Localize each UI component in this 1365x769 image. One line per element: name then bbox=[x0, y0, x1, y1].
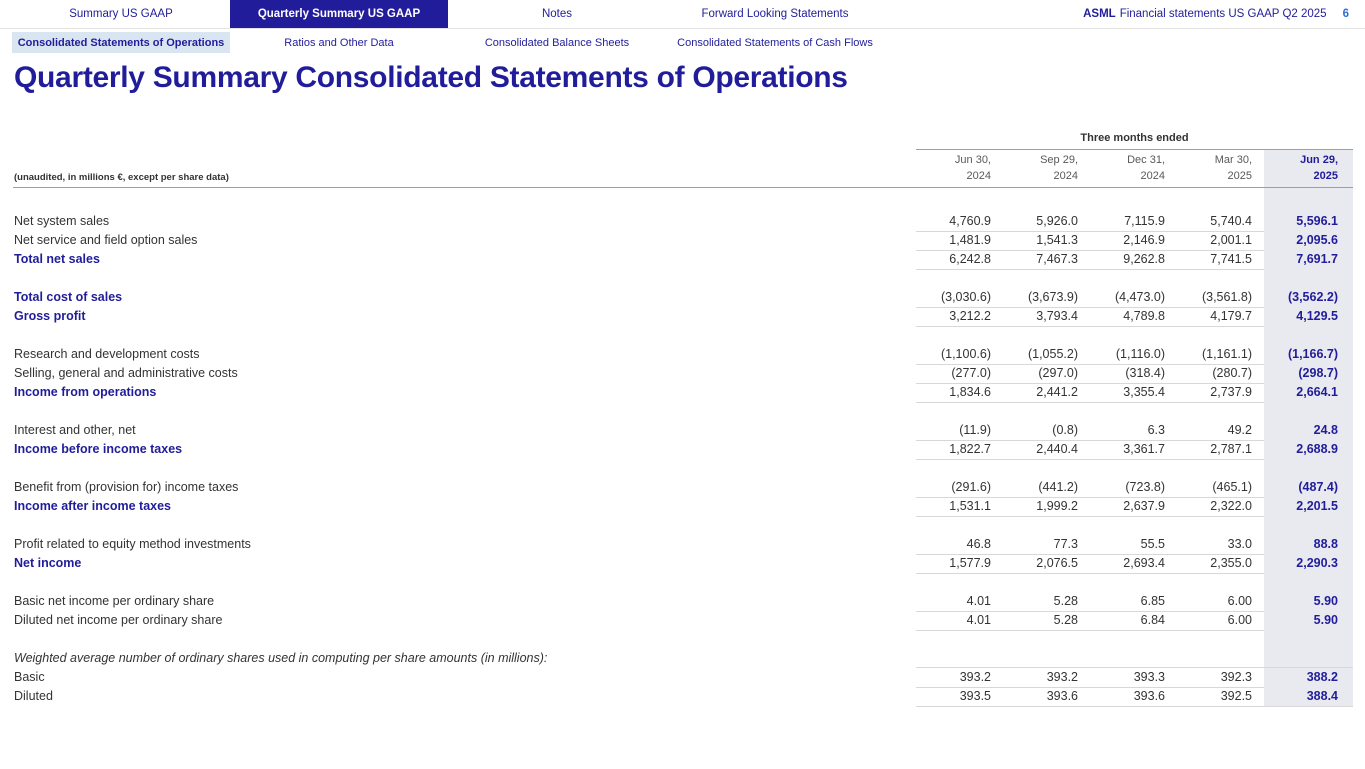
column-header: Dec 31, 2024 bbox=[1090, 150, 1177, 188]
cell: 2,290.3 bbox=[1264, 554, 1353, 574]
cell: 4,179.7 bbox=[1177, 307, 1264, 327]
cell: 393.6 bbox=[1090, 687, 1177, 707]
cell: 5.90 bbox=[1264, 592, 1353, 612]
cell: 393.6 bbox=[1003, 687, 1090, 707]
table-spacer-row bbox=[13, 326, 1353, 345]
cell: 1,481.9 bbox=[916, 231, 1003, 251]
sub-tab-ratios-and-other-data[interactable]: Ratios and Other Data bbox=[284, 36, 394, 49]
table-row bbox=[13, 497, 1353, 516]
row-label: Total net sales bbox=[14, 252, 100, 266]
row-label: Income from operations bbox=[14, 385, 157, 399]
unaudited-note: (unaudited, in millions €, except per share data) bbox=[13, 150, 916, 188]
cell: (4,473.0) bbox=[1090, 288, 1177, 308]
sub-tab-consolidated-statements-of-operations[interactable]: Consolidated Statements of Operations bbox=[12, 32, 230, 53]
row-label: Weighted average number of ordinary shares used in computing per share amounts (in millions): bbox=[14, 651, 548, 665]
document-reference bbox=[1083, 0, 1365, 28]
cell: 9,262.8 bbox=[1090, 250, 1177, 270]
cell: 6.3 bbox=[1090, 421, 1177, 441]
top-nav bbox=[0, 0, 1365, 29]
cell: (487.4) bbox=[1264, 478, 1353, 498]
cell: (291.6) bbox=[916, 478, 1003, 498]
table-spacer-row bbox=[13, 459, 1353, 478]
three-months-ended-label: Three months ended bbox=[916, 131, 1353, 150]
cell: 6,242.8 bbox=[916, 250, 1003, 270]
table-spacer-row bbox=[13, 573, 1353, 592]
row-label: Basic bbox=[14, 670, 45, 684]
table-row bbox=[13, 250, 1353, 269]
cell: 2,688.9 bbox=[1264, 440, 1353, 460]
cell: 2,787.1 bbox=[1177, 440, 1264, 460]
cell: 388.2 bbox=[1264, 668, 1353, 688]
cell: 2,693.4 bbox=[1090, 554, 1177, 574]
table-row bbox=[13, 364, 1353, 383]
cell: 3,355.4 bbox=[1090, 383, 1177, 403]
row-label: Basic net income per ordinary share bbox=[14, 594, 215, 608]
cell: 2,322.0 bbox=[1177, 497, 1264, 517]
brand-name: ASML bbox=[1083, 8, 1116, 20]
column-header: Jun 30, 2024 bbox=[916, 150, 1003, 188]
cell: 1,577.9 bbox=[916, 554, 1003, 574]
row-label: Diluted bbox=[14, 689, 53, 703]
cell: (1,116.0) bbox=[1090, 345, 1177, 365]
cell: 33.0 bbox=[1177, 535, 1264, 555]
page-title: Quarterly Summary Consolidated Statements of Operations bbox=[14, 61, 848, 94]
cell: 2,201.5 bbox=[1264, 497, 1353, 517]
table-row bbox=[13, 649, 1353, 668]
cell: (1,100.6) bbox=[916, 345, 1003, 365]
cell: 392.5 bbox=[1177, 687, 1264, 707]
row-label: Research and development costs bbox=[14, 347, 200, 361]
cell: (3,030.6) bbox=[916, 288, 1003, 308]
cell: 3,212.2 bbox=[916, 307, 1003, 327]
cell: (297.0) bbox=[1003, 364, 1090, 384]
cell: 4,129.5 bbox=[1264, 307, 1353, 327]
cell bbox=[1177, 649, 1264, 668]
cell: 392.3 bbox=[1177, 668, 1264, 688]
sub-tab-consolidated-statements-of-cash-flows[interactable]: Consolidated Statements of Cash Flows bbox=[677, 36, 873, 49]
cell: 1,541.3 bbox=[1003, 231, 1090, 251]
cell: 2,737.9 bbox=[1177, 383, 1264, 403]
cell: 1,999.2 bbox=[1003, 497, 1090, 517]
cell: 7,691.7 bbox=[1264, 250, 1353, 270]
cell: 4.01 bbox=[916, 611, 1003, 631]
cell: (318.4) bbox=[1090, 364, 1177, 384]
table-spacer-row bbox=[13, 516, 1353, 535]
table-row bbox=[13, 288, 1353, 307]
table-row bbox=[13, 345, 1353, 364]
cell: 393.3 bbox=[1090, 668, 1177, 688]
cell: 4,760.9 bbox=[916, 212, 1003, 232]
cell: 49.2 bbox=[1177, 421, 1264, 441]
cell: 77.3 bbox=[1003, 535, 1090, 555]
cell: 6.84 bbox=[1090, 611, 1177, 631]
row-label: Benefit from (provision for) income taxes bbox=[14, 480, 239, 494]
cell: 2,637.9 bbox=[1090, 497, 1177, 517]
cell: 2,076.5 bbox=[1003, 554, 1090, 574]
cell: 7,467.3 bbox=[1003, 250, 1090, 270]
cell: 2,146.9 bbox=[1090, 231, 1177, 251]
row-label: Income after income taxes bbox=[14, 499, 172, 513]
cell: 7,741.5 bbox=[1177, 250, 1264, 270]
cell: 3,793.4 bbox=[1003, 307, 1090, 327]
table-spacer-row bbox=[13, 269, 1353, 288]
table-header-row bbox=[13, 150, 1353, 188]
table-row bbox=[13, 592, 1353, 611]
cell: (1,055.2) bbox=[1003, 345, 1090, 365]
table-spacer-row bbox=[13, 630, 1353, 649]
cell: (441.2) bbox=[1003, 478, 1090, 498]
top-tab-notes[interactable]: Notes bbox=[541, 8, 573, 20]
cell: 2,664.1 bbox=[1264, 383, 1353, 403]
cell: 7,115.9 bbox=[1090, 212, 1177, 232]
table-row bbox=[13, 611, 1353, 630]
cell: 6.00 bbox=[1177, 592, 1264, 612]
row-label: Gross profit bbox=[14, 309, 86, 323]
table-row bbox=[13, 554, 1353, 573]
table-row bbox=[13, 535, 1353, 554]
cell: (280.7) bbox=[1177, 364, 1264, 384]
cell: (723.8) bbox=[1090, 478, 1177, 498]
table-row bbox=[13, 421, 1353, 440]
cell: 24.8 bbox=[1264, 421, 1353, 441]
cell: 4.01 bbox=[916, 592, 1003, 612]
cell: 5,926.0 bbox=[1003, 212, 1090, 232]
row-label: Total cost of sales bbox=[14, 290, 123, 304]
table-row bbox=[13, 668, 1353, 687]
top-tab-forward-looking-statements[interactable]: Forward Looking Statements bbox=[701, 8, 849, 20]
cell: 388.4 bbox=[1264, 687, 1353, 707]
cell: (3,562.2) bbox=[1264, 288, 1353, 308]
table-row bbox=[13, 307, 1353, 326]
column-header: Mar 30, 2025 bbox=[1177, 150, 1264, 188]
table-span-header-row bbox=[13, 128, 1353, 150]
cell: 393.2 bbox=[916, 668, 1003, 688]
cell: 1,531.1 bbox=[916, 497, 1003, 517]
cell: 6.00 bbox=[1177, 611, 1264, 631]
top-tab-quarterly-summary-us-gaap[interactable]: Quarterly Summary US GAAP bbox=[230, 0, 448, 28]
cell: 1,822.7 bbox=[916, 440, 1003, 460]
cell: (11.9) bbox=[916, 421, 1003, 441]
table-row bbox=[13, 687, 1353, 706]
row-label: Diluted net income per ordinary share bbox=[14, 613, 223, 627]
cell: (465.1) bbox=[1177, 478, 1264, 498]
cell: 5.28 bbox=[1003, 592, 1090, 612]
cell: 3,361.7 bbox=[1090, 440, 1177, 460]
column-header: Jun 29, 2025 bbox=[1264, 150, 1353, 188]
cell: (277.0) bbox=[916, 364, 1003, 384]
cell: (1,161.1) bbox=[1177, 345, 1264, 365]
cell: (3,561.8) bbox=[1177, 288, 1264, 308]
table-row bbox=[13, 440, 1353, 459]
table-spacer-row bbox=[13, 402, 1353, 421]
cell: (1,166.7) bbox=[1264, 345, 1353, 365]
cell: 5.28 bbox=[1003, 611, 1090, 631]
cell: 393.5 bbox=[916, 687, 1003, 707]
table-row bbox=[13, 212, 1353, 231]
cell: 2,355.0 bbox=[1177, 554, 1264, 574]
top-tab-bar bbox=[12, 0, 884, 28]
cell bbox=[916, 649, 1003, 668]
cell: 5.90 bbox=[1264, 611, 1353, 631]
cell: 2,095.6 bbox=[1264, 231, 1353, 251]
column-header: Sep 29, 2024 bbox=[1003, 150, 1090, 188]
cell: 6.85 bbox=[1090, 592, 1177, 612]
table-spacer-row bbox=[13, 188, 1353, 212]
row-label: Interest and other, net bbox=[14, 423, 136, 437]
cell bbox=[1090, 649, 1177, 668]
cell: 393.2 bbox=[1003, 668, 1090, 688]
sub-tab-bar bbox=[12, 32, 1365, 53]
cell bbox=[1003, 649, 1090, 668]
cell bbox=[1264, 649, 1353, 668]
row-label: Selling, general and administrative costs bbox=[14, 366, 238, 380]
cell: 1,834.6 bbox=[916, 383, 1003, 403]
cell: 4,789.8 bbox=[1090, 307, 1177, 327]
financial-table bbox=[13, 128, 1353, 706]
cell: 88.8 bbox=[1264, 535, 1353, 555]
page-number: 6 bbox=[1342, 8, 1349, 20]
cell: 5,740.4 bbox=[1177, 212, 1264, 232]
row-label: Income before income taxes bbox=[14, 442, 183, 456]
cell: (0.8) bbox=[1003, 421, 1090, 441]
top-tab-summary-us-gaap[interactable]: Summary US GAAP bbox=[69, 8, 173, 20]
sub-tab-consolidated-balance-sheets[interactable]: Consolidated Balance Sheets bbox=[484, 36, 630, 49]
cell: 46.8 bbox=[916, 535, 1003, 555]
cell: 2,001.1 bbox=[1177, 231, 1264, 251]
table-row bbox=[13, 231, 1353, 250]
cell: (3,673.9) bbox=[1003, 288, 1090, 308]
document-title: Financial statements US GAAP Q2 2025 bbox=[1119, 8, 1327, 20]
cell: 55.5 bbox=[1090, 535, 1177, 555]
table-row bbox=[13, 383, 1353, 402]
table-row bbox=[13, 478, 1353, 497]
row-label: Net income bbox=[14, 556, 82, 570]
cell: (298.7) bbox=[1264, 364, 1353, 384]
cell: 5,596.1 bbox=[1264, 212, 1353, 232]
row-label: Net system sales bbox=[14, 214, 110, 228]
cell: 2,441.2 bbox=[1003, 383, 1090, 403]
cell: 2,440.4 bbox=[1003, 440, 1090, 460]
row-label: Net service and field option sales bbox=[14, 233, 198, 247]
row-label: Profit related to equity method investments bbox=[14, 537, 251, 551]
